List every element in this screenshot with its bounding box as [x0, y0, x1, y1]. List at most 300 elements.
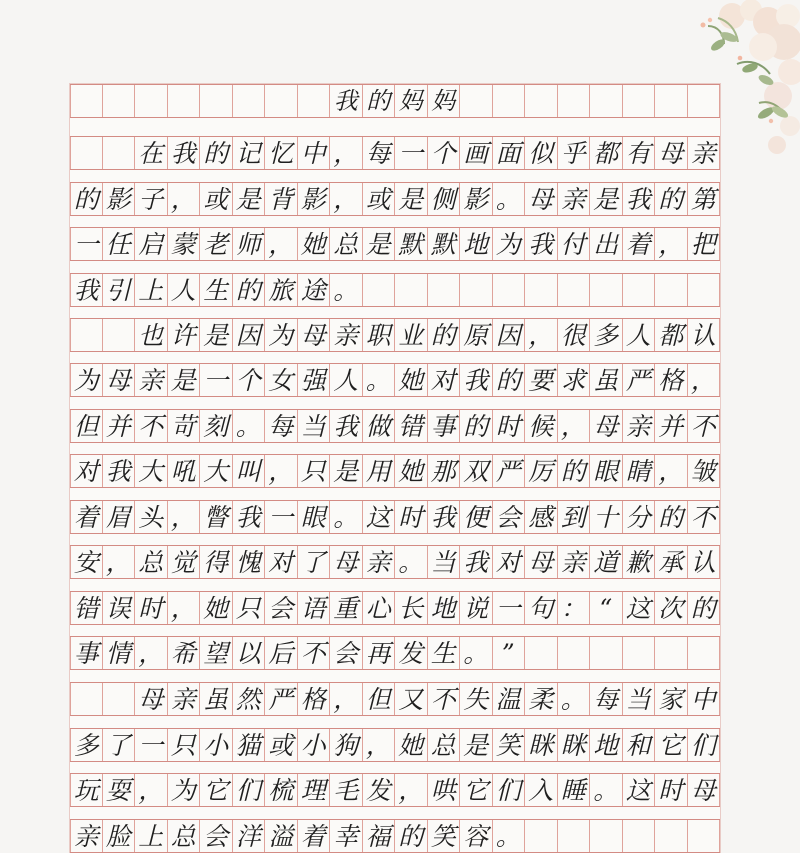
grid-cell: 候: [525, 410, 558, 442]
grid-cell: 地: [428, 592, 461, 624]
grid-cell: 母: [688, 774, 721, 806]
grid-cell: 我: [103, 455, 136, 487]
grid-cell: 不: [688, 410, 721, 442]
grid-cell: 皱: [688, 455, 721, 487]
grid-cell: 的: [558, 455, 591, 487]
text-row: [70, 318, 720, 352]
grid-cell: 做: [363, 410, 396, 442]
grid-cell: 多: [70, 729, 103, 761]
title-row: [70, 84, 720, 118]
grid-cell: 是: [330, 455, 363, 487]
text-row: [70, 273, 720, 307]
grid-cell: 这: [363, 501, 396, 533]
grid-cell: [655, 820, 688, 852]
grid-cell: 的: [428, 319, 461, 351]
grid-cell: 许: [168, 319, 201, 351]
grid-cell: 引: [103, 274, 136, 306]
grid-cell: 途: [298, 274, 331, 306]
grid-cell: 生: [428, 637, 461, 669]
grid-cell: 我: [460, 364, 493, 396]
grid-cell: 一: [493, 592, 526, 624]
grid-cell: 出: [590, 228, 623, 260]
grid-cell: 的: [688, 592, 721, 624]
grid-cell: 妈: [395, 85, 428, 117]
grid-cell: 一: [265, 501, 298, 533]
grid-cell: 失: [460, 683, 493, 715]
grid-cell: [590, 820, 623, 852]
grid-cell: 很: [558, 319, 591, 351]
grid-cell: [493, 274, 526, 306]
grid-cell: [590, 85, 623, 117]
grid-cell: 是: [460, 729, 493, 761]
grid-cell: 业: [395, 319, 428, 351]
grid-cell: 然: [233, 683, 266, 715]
grid-cell: 不: [688, 501, 721, 533]
grid-cell: 亲: [558, 183, 591, 215]
grid-cell: 影: [103, 183, 136, 215]
grid-cell: [525, 637, 558, 669]
text-row: [70, 363, 720, 397]
grid-cell: 了: [103, 729, 136, 761]
grid-cell: 要: [525, 364, 558, 396]
grid-cell: 笑: [493, 729, 526, 761]
grid-cell: 并: [103, 410, 136, 442]
grid-cell: 人: [623, 319, 656, 351]
grid-cell: 容: [460, 820, 493, 852]
grid-cell: 侧: [428, 183, 461, 215]
grid-cell: 都: [655, 319, 688, 351]
grid-cell: 老: [200, 228, 233, 260]
grid-cell: ，: [168, 592, 201, 624]
grid-cell: 格: [298, 683, 331, 715]
grid-cell: 错: [70, 592, 103, 624]
grid-cell: 情: [103, 637, 136, 669]
grid-cell: 亲: [330, 319, 363, 351]
grid-cell: 当: [428, 546, 461, 578]
grid-cell: 她: [395, 455, 428, 487]
text-row: [70, 454, 720, 488]
grid-cell: 愧: [233, 546, 266, 578]
grid-cell: 旅: [265, 274, 298, 306]
grid-cell: 我: [623, 183, 656, 215]
composition-sheet: [70, 84, 720, 853]
grid-cell: 时: [135, 592, 168, 624]
grid-cell: 的: [493, 364, 526, 396]
grid-cell: 因: [493, 319, 526, 351]
grid-cell: ，: [395, 774, 428, 806]
grid-cell: [655, 274, 688, 306]
grid-cell: 觉: [168, 546, 201, 578]
grid-cell: 长: [395, 592, 428, 624]
grid-cell: 师: [233, 228, 266, 260]
grid-cell: 只: [168, 729, 201, 761]
grid-cell: 多: [590, 319, 623, 351]
grid-cell: 。: [233, 410, 266, 442]
grid-cell: [655, 85, 688, 117]
grid-cell: 亲: [363, 546, 396, 578]
grid-cell: 是: [395, 183, 428, 215]
grid-cell: 的: [200, 137, 233, 169]
grid-cell: 亲: [623, 410, 656, 442]
grid-cell: [558, 85, 591, 117]
grid-cell: 亲: [688, 137, 721, 169]
grid-cell: [135, 85, 168, 117]
grid-cell: 望: [200, 637, 233, 669]
grid-cell: 严: [265, 683, 298, 715]
grid-cell: 求: [558, 364, 591, 396]
grid-cell: 总: [135, 546, 168, 578]
grid-cell: 母: [135, 683, 168, 715]
grid-cell: 语: [298, 592, 331, 624]
grid-cell: 人: [168, 274, 201, 306]
grid-cell: [428, 274, 461, 306]
grid-cell: 对: [428, 364, 461, 396]
grid-cell: 强: [298, 364, 331, 396]
grid-cell: [103, 137, 136, 169]
grid-cell: [558, 820, 591, 852]
grid-cell: 把: [688, 228, 721, 260]
grid-cell: ，: [655, 455, 688, 487]
grid-cell: 它: [460, 774, 493, 806]
grid-cell: 后: [265, 637, 298, 669]
grid-cell: 一: [135, 729, 168, 761]
grid-cell: 总: [168, 820, 201, 852]
grid-cell: 我: [525, 228, 558, 260]
grid-cell: [265, 85, 298, 117]
grid-cell: 再: [363, 637, 396, 669]
grid-cell: 第: [688, 183, 721, 215]
grid-cell: ，: [363, 729, 396, 761]
grid-cell: 那: [428, 455, 461, 487]
grid-cell: 耍: [103, 774, 136, 806]
grid-cell: 母: [103, 364, 136, 396]
grid-cell: 因: [233, 319, 266, 351]
grid-cell: 在: [135, 137, 168, 169]
grid-cell: [688, 637, 721, 669]
grid-cell: 这: [623, 774, 656, 806]
grid-cell: 哄: [428, 774, 461, 806]
grid-cell: 我: [330, 85, 363, 117]
grid-cell: 大: [200, 455, 233, 487]
grid-cell: 误: [103, 592, 136, 624]
grid-cell: [493, 85, 526, 117]
grid-cell: 蒙: [168, 228, 201, 260]
grid-cell: 了: [298, 546, 331, 578]
grid-cell: ：: [558, 592, 591, 624]
grid-cell: 的: [655, 183, 688, 215]
grid-cell: 时: [395, 501, 428, 533]
grid-cell: 忆: [265, 137, 298, 169]
grid-cell: 不: [298, 637, 331, 669]
grid-cell: 不: [428, 683, 461, 715]
grid-cell: 母: [525, 183, 558, 215]
grid-cell: 是: [590, 183, 623, 215]
grid-cell: [70, 683, 103, 715]
grid-cell: 幸: [330, 820, 363, 852]
grid-cell: 事: [428, 410, 461, 442]
grid-cell: 每: [265, 410, 298, 442]
grid-cell: 有: [623, 137, 656, 169]
grid-cell: 母: [525, 546, 558, 578]
grid-cell: ，: [103, 546, 136, 578]
grid-cell: 们: [688, 729, 721, 761]
grid-cell: 只: [233, 592, 266, 624]
text-row: [70, 409, 720, 443]
grid-cell: 会: [330, 637, 363, 669]
grid-cell: 睡: [558, 774, 591, 806]
grid-cell: 默: [395, 228, 428, 260]
grid-cell: 乎: [558, 137, 591, 169]
grid-cell: [525, 820, 558, 852]
grid-cell: 。: [460, 637, 493, 669]
grid-cell: 和: [623, 729, 656, 761]
grid-cell: 地: [460, 228, 493, 260]
grid-cell: 并: [655, 410, 688, 442]
grid-cell: 次: [655, 592, 688, 624]
grid-cell: 时: [493, 410, 526, 442]
grid-cell: 这: [623, 592, 656, 624]
grid-cell: 错: [395, 410, 428, 442]
grid-cell: 面: [493, 137, 526, 169]
text-row: [70, 773, 720, 807]
grid-cell: [688, 85, 721, 117]
text-row: [70, 819, 720, 853]
grid-cell: 。: [590, 774, 623, 806]
grid-cell: 是: [233, 183, 266, 215]
grid-cell: [103, 85, 136, 117]
grid-cell: 原: [460, 319, 493, 351]
grid-cell: 为: [70, 364, 103, 396]
grid-cell: 我: [70, 274, 103, 306]
grid-cell: 当: [298, 410, 331, 442]
grid-cell: [70, 137, 103, 169]
grid-cell: 任: [103, 228, 136, 260]
grid-cell: 亲: [135, 364, 168, 396]
grid-cell: [688, 820, 721, 852]
grid-cell: [623, 637, 656, 669]
grid-cell: 吼: [168, 455, 201, 487]
grid-cell: 眉: [103, 501, 136, 533]
grid-cell: 到: [558, 501, 591, 533]
grid-cell: 。: [493, 183, 526, 215]
grid-cell: 认: [688, 546, 721, 578]
text-row: [70, 227, 720, 261]
grid-cell: 句: [525, 592, 558, 624]
grid-cell: 虽: [200, 683, 233, 715]
grid-cell: 叫: [233, 455, 266, 487]
grid-cell: 是: [168, 364, 201, 396]
grid-cell: 但: [363, 683, 396, 715]
grid-cell: 每: [363, 137, 396, 169]
grid-cell: 影: [460, 183, 493, 215]
grid-cell: 个: [428, 137, 461, 169]
grid-cell: 们: [493, 774, 526, 806]
grid-cell: ，: [525, 319, 558, 351]
grid-cell: 或: [200, 183, 233, 215]
grid-cell: 当: [623, 683, 656, 715]
grid-cell: 便: [460, 501, 493, 533]
grid-cell: [70, 85, 103, 117]
grid-cell: 安: [70, 546, 103, 578]
grid-cell: 的: [395, 820, 428, 852]
grid-cell: 的: [460, 410, 493, 442]
grid-cell: 又: [395, 683, 428, 715]
text-row: [70, 682, 720, 716]
grid-cell: 它: [200, 774, 233, 806]
grid-cell: 我: [330, 410, 363, 442]
grid-cell: 洋: [233, 820, 266, 852]
grid-cell: [525, 85, 558, 117]
grid-cell: 。: [493, 820, 526, 852]
grid-cell: 格: [655, 364, 688, 396]
grid-cell: ，: [688, 364, 721, 396]
text-row: [70, 545, 720, 579]
grid-cell: 歉: [623, 546, 656, 578]
grid-cell: 以: [233, 637, 266, 669]
grid-cell: 。: [330, 501, 363, 533]
grid-cell: 或: [265, 729, 298, 761]
grid-cell: 它: [655, 729, 688, 761]
grid-cell: [363, 274, 396, 306]
grid-cell: 事: [70, 637, 103, 669]
grid-cell: 会: [200, 820, 233, 852]
grid-cell: 上: [135, 274, 168, 306]
grid-cell: ，: [135, 637, 168, 669]
grid-cell: 默: [428, 228, 461, 260]
grid-cell: ，: [135, 774, 168, 806]
grid-cell: 她: [200, 592, 233, 624]
grid-cell: 着: [70, 501, 103, 533]
grid-cell: 中: [298, 137, 331, 169]
grid-cell: 发: [395, 637, 428, 669]
grid-cell: 严: [623, 364, 656, 396]
grid-cell: [460, 274, 493, 306]
text-row: [70, 500, 720, 534]
grid-cell: ，: [168, 183, 201, 215]
grid-cell: 亲: [558, 546, 591, 578]
grid-cell: 也: [135, 319, 168, 351]
grid-cell: 我: [168, 137, 201, 169]
grid-cell: 刻: [200, 410, 233, 442]
grid-cell: 脸: [103, 820, 136, 852]
grid-cell: [623, 274, 656, 306]
grid-cell: ，: [558, 410, 591, 442]
grid-cell: 母: [590, 410, 623, 442]
grid-cell: 会: [493, 501, 526, 533]
grid-cell: ，: [330, 683, 363, 715]
grid-cell: 她: [395, 729, 428, 761]
grid-cell: [395, 274, 428, 306]
grid-cell: 得: [200, 546, 233, 578]
grid-cell: 虽: [590, 364, 623, 396]
grid-cell: 们: [233, 774, 266, 806]
grid-cell: [460, 85, 493, 117]
grid-cell: 或: [363, 183, 396, 215]
grid-cell: [590, 274, 623, 306]
grid-cell: 是: [200, 319, 233, 351]
grid-cell: 不: [135, 410, 168, 442]
grid-cell: [70, 319, 103, 351]
grid-cell: 眼: [298, 501, 331, 533]
grid-cell: ，: [168, 501, 201, 533]
grid-cell: 对: [493, 546, 526, 578]
grid-cell: 希: [168, 637, 201, 669]
grid-cell: 母: [330, 546, 363, 578]
grid-cell: 一: [395, 137, 428, 169]
text-row: [70, 636, 720, 670]
grid-cell: 生: [200, 274, 233, 306]
grid-cell: 的: [233, 274, 266, 306]
grid-cell: ，: [655, 228, 688, 260]
grid-cell: 女: [265, 364, 298, 396]
grid-cell: 福: [363, 820, 396, 852]
grid-cell: 头: [135, 501, 168, 533]
grid-cell: 狗: [330, 729, 363, 761]
grid-cell: ，: [330, 137, 363, 169]
grid-cell: 眼: [590, 455, 623, 487]
grid-cell: 她: [395, 364, 428, 396]
grid-cell: [558, 274, 591, 306]
grid-cell: 的: [655, 501, 688, 533]
grid-cell: 但: [70, 410, 103, 442]
grid-cell: [168, 85, 201, 117]
grid-cell: 。: [330, 274, 363, 306]
grid-cell: 笑: [428, 820, 461, 852]
grid-cell: 重: [330, 592, 363, 624]
grid-cell: 亲: [168, 683, 201, 715]
grid-cell: 梳: [265, 774, 298, 806]
grid-cell: 我: [460, 546, 493, 578]
grid-cell: 眯: [558, 729, 591, 761]
grid-cell: [103, 683, 136, 715]
grid-cell: ”: [493, 637, 526, 669]
grid-cell: 总: [330, 228, 363, 260]
grid-cell: 溢: [265, 820, 298, 852]
grid-cell: 为: [168, 774, 201, 806]
grid-cell: ，: [265, 455, 298, 487]
grid-cell: “: [590, 592, 623, 624]
grid-cell: 母: [298, 319, 331, 351]
grid-cell: 地: [590, 729, 623, 761]
grid-cell: 双: [460, 455, 493, 487]
grid-cell: 厉: [525, 455, 558, 487]
grid-cell: 严: [493, 455, 526, 487]
grid-cell: 一: [70, 228, 103, 260]
grid-cell: 背: [265, 183, 298, 215]
grid-cell: 。: [558, 683, 591, 715]
grid-cell: ，: [330, 183, 363, 215]
text-row: [70, 136, 720, 170]
grid-cell: 睛: [623, 455, 656, 487]
grid-cell: 中: [688, 683, 721, 715]
grid-cell: 眯: [525, 729, 558, 761]
grid-cell: 小: [200, 729, 233, 761]
text-row: [70, 728, 720, 762]
grid-cell: 上: [135, 820, 168, 852]
grid-cell: 小: [298, 729, 331, 761]
grid-cell: 。: [363, 364, 396, 396]
text-row: [70, 182, 720, 216]
grid-cell: 亲: [70, 820, 103, 852]
grid-cell: 为: [265, 319, 298, 351]
grid-cell: 苛: [168, 410, 201, 442]
grid-cell: 家: [655, 683, 688, 715]
grid-cell: 影: [298, 183, 331, 215]
grid-cell: 总: [428, 729, 461, 761]
grid-cell: 心: [363, 592, 396, 624]
grid-cell: [590, 637, 623, 669]
grid-cell: 是: [363, 228, 396, 260]
